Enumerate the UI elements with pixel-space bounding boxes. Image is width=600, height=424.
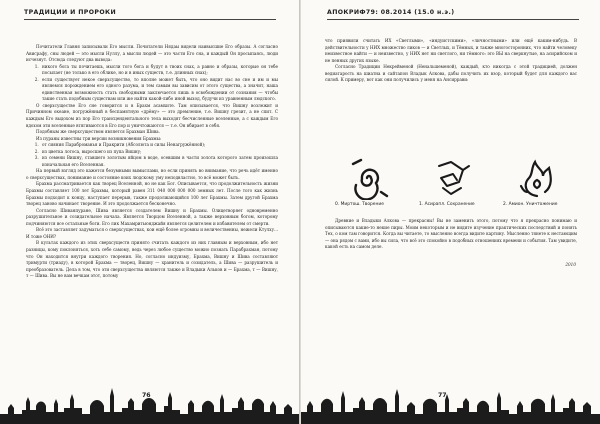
running-head: АПОКРИФ79: 08.2014 (15.0 н.э.) xyxy=(327,9,455,16)
paragraph: Всё это заставляет задуматься о сверхсуществах, кои ещё более огромны и величественны, нежели Ктулху... И тоже ОНИ? xyxy=(26,227,278,239)
sigil-spiral-icon xyxy=(347,156,391,200)
page-number: 77 xyxy=(438,392,447,399)
running-head: ТРАДИЦИИ И ПРОРОКИ xyxy=(24,9,117,16)
paragraph: Из пураны известны три версии возникновения Брахмы: xyxy=(36,135,162,141)
paragraph: Древние и Владыки Алкова — прекрасны! Вы не заменить этого, потому что я прекрасно понимаю и описываются какие-то некие пиры. Моим некоторым и не видите изучение практических последствий и понять Тех, о ком там говорится. Когда вы читаете, то мысленно всегда видите картину. Мысленно тянете к нестающим — она рядом с вами, ибо вы сила, что всё это спокойно в подобных отношениях времени и события. Там увидите, какой есть на самом деле. xyxy=(325,218,577,250)
page-number: 76 xyxy=(142,392,151,399)
list-item: 1. никого бога ты почитаешь, мысли того бога и будут в твоих снах, а равно и образы, которые он тебе посылает (не только в его облике, но и в иных существ, т.е. длинных снах); xyxy=(40,64,278,77)
header-rule xyxy=(24,19,276,20)
sigil-flame-icon xyxy=(515,156,559,200)
right-body-text-top xyxy=(325,38,577,84)
date-signature: 2010 xyxy=(565,262,576,267)
numbered-list xyxy=(26,142,278,168)
list-item: 3. из семени Вишну, ставшего золотым яйцом в воде, осевшим в части золота которого затем произошла изначальная его Вселенная. xyxy=(40,155,278,168)
sigils-row xyxy=(325,156,577,200)
paragraph: Брахма рассматривается как творец Вселенной, но не как Бог. Описывается, что продолжительность жизни Брахмы составляет 100 лет Брахмы, который равен 311 040 000 000 000 земных лет. После того как жизнь Брахмы подходит к концу, наступает перерыв, также продолжающийся 100 лет Брахмы. Затем другой Брахма творец заново начинает творение. И это продолжается бесконечно. xyxy=(26,181,278,207)
sigil-caption: 1. Асирапл. Сохранение xyxy=(419,202,475,207)
list-item: 2. если существует некое сверхсущество, то вполне может быть, что оно видит нас во сне и им и мы являемся порождением его одного разума, и тем самым вы зависим от этого существа, а значит, наша единственная возможность стать свободными заключается лишь в освобождении от сознания — чтобы такие стать подобным существам или же найти какой-либо иной выход, будучи из уравненным людского. xyxy=(40,77,278,103)
sigil-caption: 0. Миртош. Творение xyxy=(335,202,384,207)
paragraph: В культах каждого из этих сверхсуществ принято считать каждого из них главным и верховным, ибо нет разницы, кому поклоняться, хоть себе самому, ведь через любое существо можно познать Парабрахман, потому что Он находится внутри каждого творения. Но, согласно индуизму, Брахма, Вишну и Шива составляют тримурти (триаду), в которой Брахма — творец, Вишну — хранитель и созидатель, а Шива — разрушитель и преобразователь. Дела в том, что эти сверхсущества являются также и Владыки Альков и — Брахма, т — Вишну, т — Шива. Вы не вам вечкам этот, потому xyxy=(26,240,278,279)
sigil-captions xyxy=(325,202,577,210)
paragraph: Подобным же сверхсуществом является Брахман Шива. xyxy=(36,129,160,135)
header-rule xyxy=(327,19,579,20)
paragraph: О сверхсуществе Его сне говорится и в Брахм асамхите. Там описывается, что Вишну возлежит и Причинном океане, погружённый в беспамятную «дрёму» — это дремление, т.е. Вишну грезит, а не спит. С каждым Его выдохом из пор Его трансцендентального тела выходят бесчисленные вселенные, а с каждым Его вдохом эти вселенные втягиваются в Его пор и уничтожаются — т.е. Он вбирает в себя. xyxy=(26,102,278,128)
right-body-text-bottom xyxy=(325,218,577,251)
paragraph: На первый взгляд это кажется безумными вымыслами, но если принять во внимание, что речь идёт именно о сверхсуществах, понимание и состояние коих людскому уму неподвластно, то всё может быть. xyxy=(26,168,278,180)
sigil-caption: 2. Амион. Уничтожение xyxy=(503,202,558,207)
left-page xyxy=(0,0,299,424)
numbered-list xyxy=(26,64,278,103)
paragraph: Почитатели Главня записывали Его мысли. Почитатели Нядаы видели наивысшие Его образы. А согласно Ависрафу, сны людей — это мысли Нуллу, а мысли людей — это части Его сна, и каждый Он просыпаясь, люди исчезнут. Отсюда следуют два вывода: xyxy=(26,44,278,63)
right-page xyxy=(301,0,600,424)
paragraph: Согласно Традиции Некрейменой (Ненальшеменой), каждый, кто никогда с этой традицией, должен ведиатарость на шиатна и сайтапон Владык Алкова, дабы получить их взор, который будет для каждого вас силой. К примеру, вот как они получились у меня на Ансиррави: xyxy=(325,64,577,83)
paragraph: Согласно Шиванпуране, Шива является создателем Вишну и Брахмы. Олицетворяет одновременно разрушительное и созидательное начала. Является Творцом Вселенной, а также верховным богом, которому подчиняются все остальные боги. Его лик Махамритьюнджайя является целителем и избавителем от смерти. xyxy=(26,207,278,226)
list-item: 2. из цветка лотоса, выросшего из пупа Вишну; xyxy=(40,149,278,156)
left-body-text xyxy=(26,44,278,280)
city-skyline-decoration xyxy=(301,384,600,424)
list-item: 1. от сияния Параброманья и Пракрити (Абсолюта и силы Ненагружённой); xyxy=(40,142,278,149)
paragraph: что приявили считать ИХ «Светлыми», «индуистскими», «личностными» или ещё каким-нибудь. В действительности у НИХ множество ликов — и Светлых, и Тёмных, и также многосторонних, что найти человеку неизвестное найти — и неизвестно, у НИХ нет ни светлого, ни тёмного: это ВЫ на сверкнутые, на асирийском и не пенных других языке. xyxy=(325,38,577,63)
city-skyline-decoration xyxy=(0,384,299,424)
sigil-angular-icon xyxy=(429,156,473,200)
